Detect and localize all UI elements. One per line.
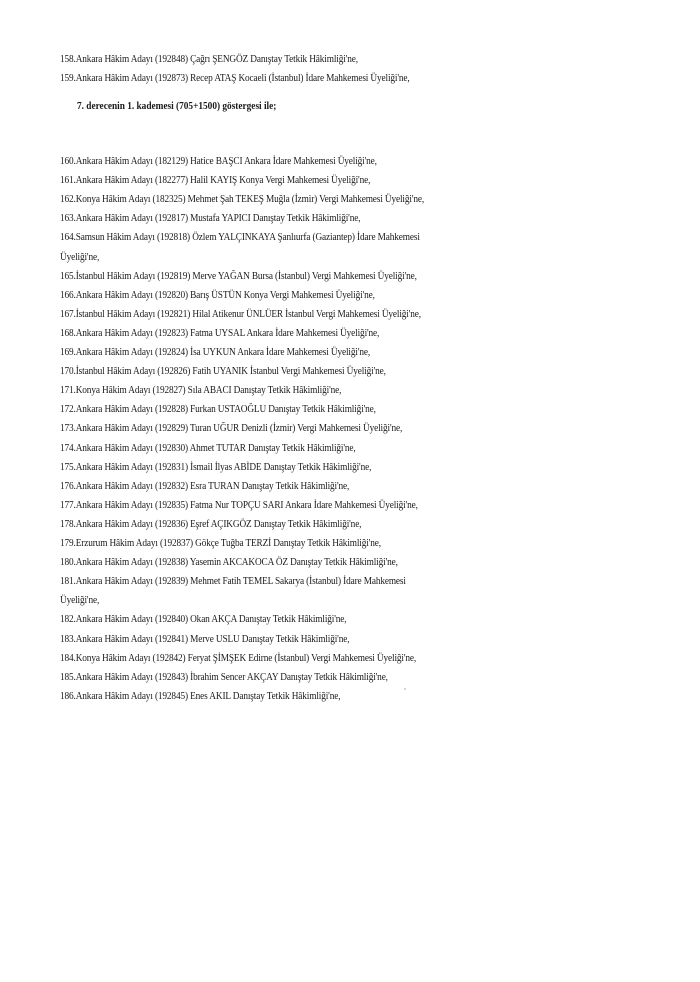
list-item (60, 344, 618, 362)
list-item (60, 363, 618, 381)
list-item (60, 287, 618, 305)
item-number: 160. (60, 156, 76, 167)
item-text: Ankara Hâkim Adayı (192843) İbrahim Sencer AKÇAY Danıştay Tetkik Hâkimliği'ne, (75, 671, 388, 683)
item-number: 180. (60, 557, 76, 569)
list-item (60, 401, 618, 419)
item-text: Ankara Hâkim Adayı (192832) Esra TURAN Danıştay Tetkik Hâkimliği'ne, (75, 480, 350, 492)
list-item (60, 191, 618, 209)
item-number: 184. (60, 652, 76, 664)
item-number: 162. (60, 194, 76, 206)
item-text: Ankara Hâkim Adayı (192838) Yasemin AKCAKOCA ÖZ Danıştay Tetkik Hâkimliği'ne, (75, 557, 398, 569)
item-number: 163. (60, 213, 76, 225)
list-item (60, 497, 618, 515)
item-text: Ankara Hâkim Adayı (192830) Ahmet TUTAR Danıştay Tetkik Hâkimliği'ne, (75, 442, 356, 454)
item-number: 170. (60, 366, 76, 378)
item-text: İstanbul Hâkim Adayı (192821) Hilal Atikenur ÜNLÜER İstanbul Vergi Mahkemesi Üyeliği'ne, (75, 308, 421, 320)
list-item (60, 573, 618, 591)
list-item (60, 306, 618, 324)
item-number: 172. (60, 404, 76, 416)
item-number: 165. (60, 270, 76, 282)
item-number: 183. (60, 633, 76, 645)
item-number: 159. (60, 73, 76, 84)
item-number: 174. (60, 442, 76, 454)
item-number: 179. (60, 538, 76, 549)
item-text-continuation: Üyeliği'ne, (60, 251, 100, 263)
list-item (60, 51, 618, 69)
item-text: Ankara Hâkim Adayı (192828) Furkan USTAOĞLU Danıştay Tetkik Hâkimliği'ne, (75, 404, 376, 416)
item-number: 181. (60, 576, 76, 588)
item-number: 175. (60, 461, 76, 473)
item-number: 158. (60, 54, 76, 65)
list-item (60, 554, 618, 572)
list-item (60, 650, 618, 668)
item-text: Ankara Hâkim Adayı (192845) Enes AKIL Danıştay Tetkik Hâkimliği'ne, (75, 690, 341, 702)
list-item (60, 669, 618, 687)
item-text: Konya Hâkim Adayı (192842) Feryat ŞİMŞEK Edirne (İstanbul) Vergi Mahkemesi Üyeliği'ne, (75, 652, 417, 664)
item-number: 169. (60, 347, 76, 358)
list-item (60, 172, 618, 190)
item-text: Ankara Hâkim Adayı (192848) Çağrı ŞENGÖZ Danıştay Tetkik Hâkimliği'ne, (75, 54, 358, 65)
list-item (60, 440, 618, 458)
item-text: Ankara Hâkim Adayı (192820) Barış ÜSTÜN Konya Vergi Mahkemesi Üyeliği'ne, (75, 289, 375, 301)
list-item (60, 70, 618, 88)
item-text: Ankara Hâkim Adayı (192836) Eşref AÇIKGÖZ Danıştay Tetkik Hâkimliği'ne, (75, 518, 362, 530)
item-text: Ankara Hâkim Adayı (192817) Mustafa YAPICI Danıştay Tetkik Hâkimliği'ne, (75, 213, 361, 225)
item-number: 171. (60, 385, 76, 397)
list-item (60, 478, 618, 496)
item-text: Ankara Hâkim Adayı (192873) Recep ATAŞ Kocaeli (İstanbul) İdare Mahkemesi Üyeliği'ne, (75, 73, 410, 84)
item-number: 182. (60, 614, 76, 626)
item-text: Ankara Hâkim Adayı (192841) Merve USLU Danıştay Tetkik Hâkimliği'ne, (75, 633, 350, 645)
item-text: Ankara Hâkim Adayı (182277) Halil KAYIŞ Konya Vergi Mahkemesi Üyeliği'ne, (75, 175, 371, 187)
item-text: Konya Hâkim Adayı (192827) Sıla ABACI Danıştay Tetkik Hâkimliği'ne, (75, 385, 342, 397)
item-number: 177. (60, 499, 76, 511)
item-text: İstanbul Hâkim Adayı (192819) Merve YAĞAN Bursa (İstanbul) Vergi Mahkemesi Üyeliği'ne, (75, 270, 417, 282)
item-number: 176. (60, 480, 76, 492)
item-text: İstanbul Hâkim Adayı (192826) Fatih UYANIK İstanbul Vergi Mahkemesi Üyeliği'ne, (75, 366, 386, 378)
item-text: Ankara Hâkim Adayı (192823) Fatma UYSAL Ankara İdare Mahkemesi Üyeliği'ne, (75, 327, 380, 339)
item-text: Ankara Hâkim Adayı (192840) Okan AKÇA Danıştay Tetkik Hâkimliği'ne, (75, 614, 347, 626)
list-item (60, 611, 618, 629)
item-text: Ankara Hâkim Adayı (192829) Turan UĞUR Denizli (İzmir) Vergi Mahkemesi Üyeliği'ne, (75, 423, 403, 435)
list-item (60, 153, 618, 171)
section-heading: 7. derecenin 1. kademesi (705+1500) göstergesi ile; (77, 101, 277, 112)
item-number: 186. (60, 690, 76, 702)
list-item (60, 535, 618, 553)
item-number: 178. (60, 518, 76, 530)
list-item (60, 688, 618, 706)
item-number: 173. (60, 423, 76, 435)
item-text-continuation: Üyeliği'ne, (60, 595, 100, 607)
item-text: Ankara Hâkim Adayı (192835) Fatma Nur TOPÇU SARI Ankara İdare Mahkemesi Üyeliği'ne, (75, 499, 418, 511)
item-text: Konya Hâkim Adayı (182325) Mehmet Şah TEKEŞ Muğla (İzmir) Vergi Mahkemesi Üyeliği'ne, (75, 194, 425, 206)
item-number: 164. (60, 232, 76, 244)
list-item (60, 229, 618, 247)
item-number: 185. (60, 671, 76, 683)
item-text: Samsun Hâkim Adayı (192818) Özlem YALÇINKAYA Şanlıurfa (Gaziantep) İdare Mahkemesi (75, 232, 420, 244)
list-item (60, 382, 618, 400)
scan-speck (404, 688, 406, 690)
list-item (60, 325, 618, 343)
item-number: 168. (60, 327, 76, 339)
item-text: Ankara Hâkim Adayı (192839) Mehmet Fatih TEMEL Sakarya (İstanbul) İdare Mahkemesi (75, 576, 406, 588)
item-number: 161. (60, 175, 76, 187)
item-text: Ankara Hâkim Adayı (192831) İsmail İlyas ABİDE Danıştay Tetkik Hâkimliği'ne, (75, 461, 372, 473)
list-item (60, 210, 618, 228)
item-text: Erzurum Hâkim Adayı (192837) Gökçe Tuğba TERZİ Danıştay Tetkik Hâkimliği'ne, (75, 538, 381, 549)
item-number: 166. (60, 289, 76, 301)
list-item (60, 268, 618, 286)
item-text: Ankara Hâkim Adayı (192824) İsa UYKUN Ankara İdare Mahkemesi Üyeliği'ne, (75, 347, 371, 358)
list-item (60, 420, 618, 438)
list-item (60, 459, 618, 477)
list-item (60, 631, 618, 649)
item-number: 167. (60, 308, 76, 320)
item-text: Ankara Hâkim Adayı (182129) Hatice BAŞCI Ankara İdare Mahkemesi Üyeliği'ne, (75, 156, 377, 167)
list-item (60, 516, 618, 534)
